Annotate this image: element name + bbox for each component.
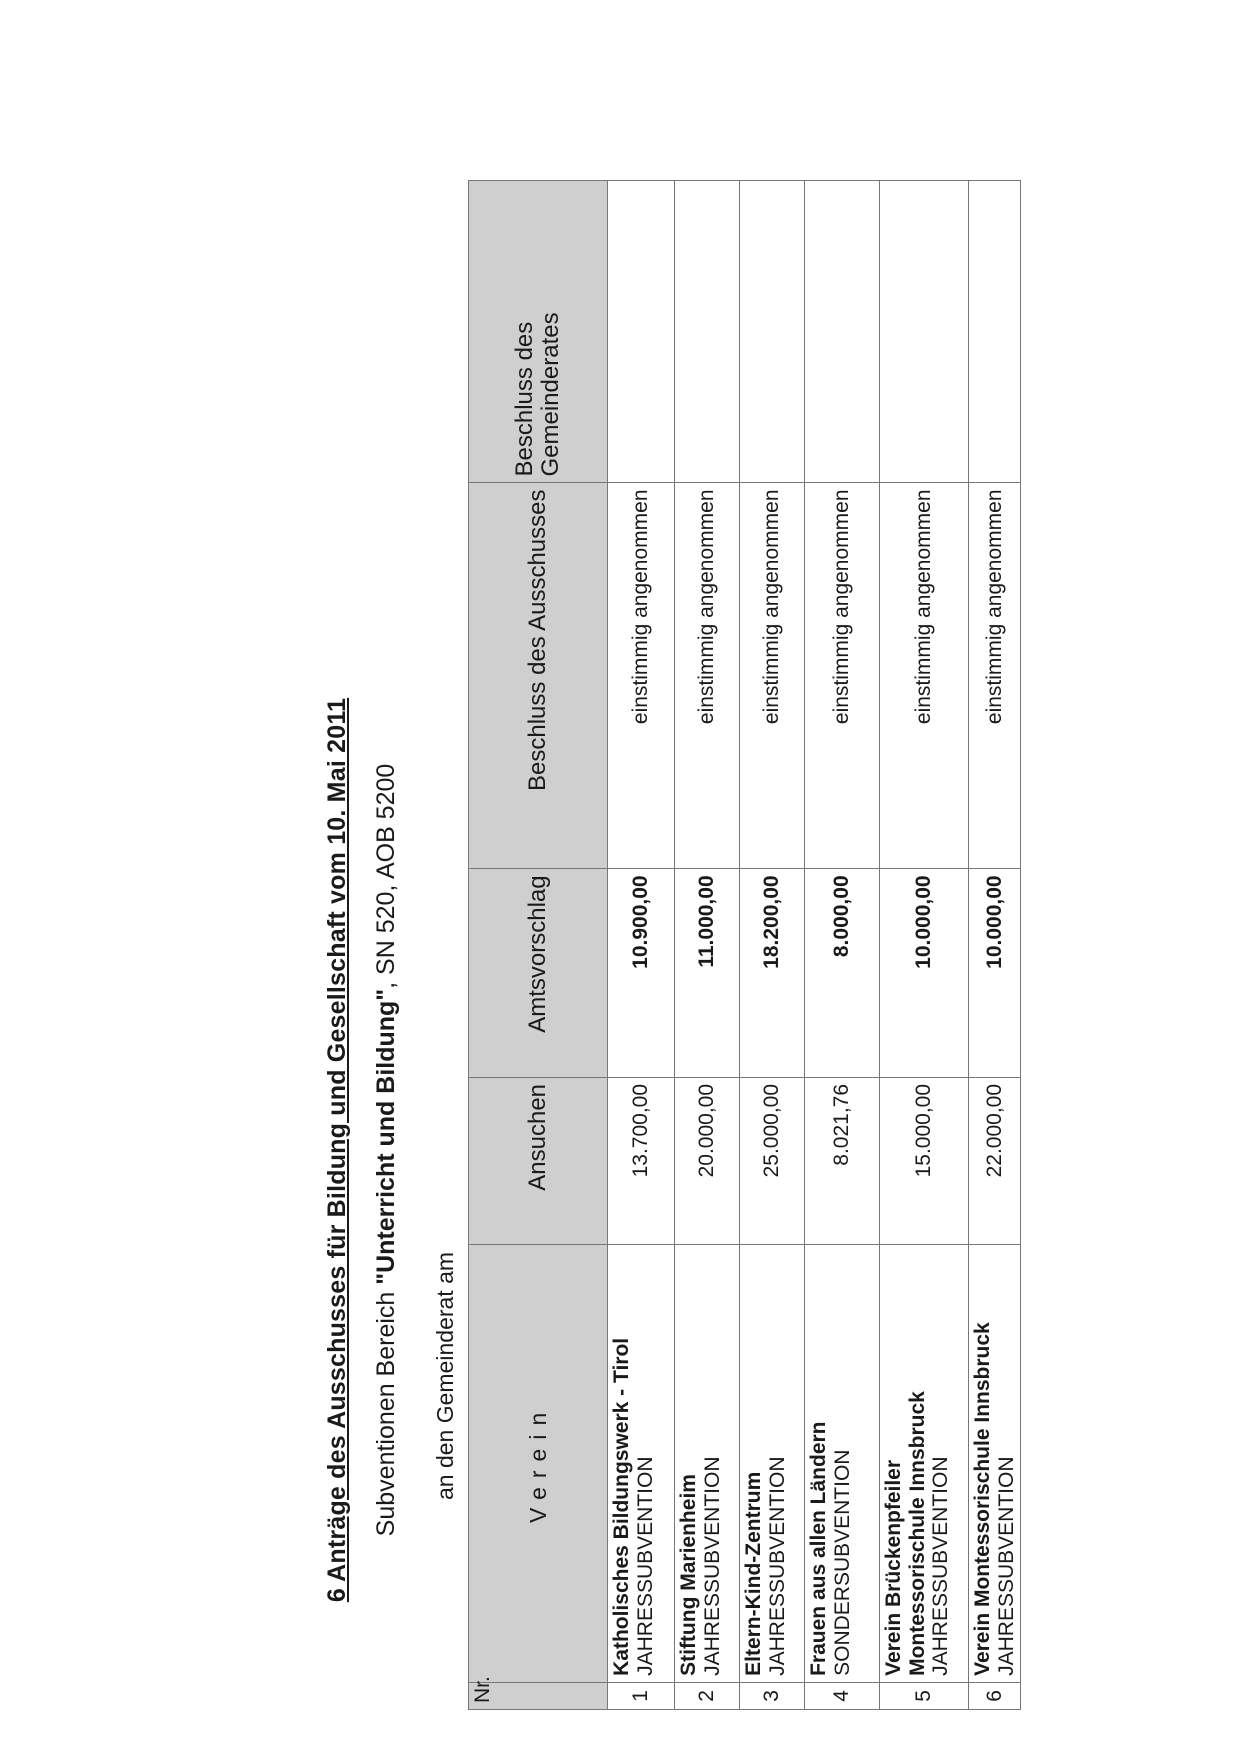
org-name-line2: Montessorischule Innsbruck [905, 1391, 929, 1676]
row-gemeinderat [608, 181, 675, 483]
row-gemeinderat [675, 181, 740, 483]
row-ansuchen: 15.000,00 [880, 1077, 969, 1244]
org-name: Verein Montessorischule Innsbruck [971, 1322, 994, 1676]
row-gemeinderat [880, 181, 969, 483]
row-nr: 3 [740, 1682, 805, 1709]
intro-text: an den Gemeinderat am [432, 1251, 458, 1500]
table-header-row [469, 181, 608, 1710]
subsidy-kind: SONDERSUBVENTION [830, 1449, 854, 1676]
row-ausschuss: einstimmig angenommen [608, 483, 675, 869]
table-row [608, 181, 675, 1710]
row-ausschuss: einstimmig angenommen [969, 483, 1021, 869]
header-ansuchen: Ansuchen [469, 1077, 608, 1244]
row-amtsvorschlag: 11.000,00 [675, 869, 740, 1078]
org-name: Stiftung Marienheim [677, 1474, 700, 1676]
subtitle-area: "Unterricht und Bildung" [372, 988, 400, 1285]
subsidy-kind: JAHRESSUBVENTION [929, 1456, 953, 1676]
org-name: Verein Brückenpfeiler [882, 1459, 905, 1676]
row-ausschuss: einstimmig angenommen [675, 483, 740, 869]
header-gemeinderat-line1: Beschluss des [510, 321, 538, 477]
row-gemeinderat [740, 181, 805, 483]
row-ansuchen: 22.000,00 [969, 1077, 1021, 1244]
page-title: 6 Anträge des Ausschusses für Bildung und Gesellschaft vom 10. Mai 2011 [323, 697, 351, 1603]
row-gemeinderat [805, 181, 880, 483]
table-row [675, 181, 740, 1710]
subsidy-kind: JAHRESSUBVENTION [765, 1456, 789, 1676]
subtitle-prefix: Subventionen Bereich [372, 1284, 400, 1537]
subsidy-kind: JAHRESSUBVENTION [700, 1456, 724, 1676]
subsidy-kind: JAHRESSUBVENTION [633, 1456, 657, 1676]
row-ansuchen: 20.000,00 [675, 1077, 740, 1244]
org-name: Eltern-Kind-Zentrum [742, 1471, 765, 1676]
row-ansuchen: 25.000,00 [740, 1077, 805, 1244]
row-verein [740, 1244, 805, 1682]
org-name: Katholisches Bildungswerk - Tirol [610, 1337, 633, 1676]
table-row [805, 181, 880, 1710]
header-verein: Verein [469, 1244, 608, 1682]
subsidy-table [468, 180, 1021, 1710]
row-nr: 5 [880, 1682, 969, 1709]
row-amtsvorschlag: 8.000,00 [805, 869, 880, 1078]
subtitle [372, 560, 401, 1740]
header-nr: Nr. [469, 1682, 608, 1709]
table-row [969, 181, 1021, 1710]
header-ausschuss: Beschluss des Ausschusses [469, 483, 608, 869]
row-verein [969, 1244, 1021, 1682]
header-gemeinderat [469, 181, 608, 483]
row-gemeinderat [969, 181, 1021, 483]
row-nr: 2 [675, 1682, 740, 1709]
row-ansuchen: 13.700,00 [608, 1077, 675, 1244]
subsidy-kind: JAHRESSUBVENTION [994, 1456, 1018, 1676]
row-ausschuss: einstimmig angenommen [740, 483, 805, 869]
row-verein [608, 1244, 675, 1682]
row-verein [880, 1244, 969, 1682]
row-amtsvorschlag: 10.000,00 [880, 869, 969, 1078]
header-amtsvorschlag: Amtsvorschlag [469, 869, 608, 1078]
rotated-sheet [10, 210, 1060, 1740]
subtitle-suffix: , SN 520, AOB 5200 [372, 763, 400, 989]
table-row [740, 181, 805, 1710]
row-ausschuss: einstimmig angenommen [880, 483, 969, 869]
org-name: Frauen aus allen Ländern [807, 1421, 830, 1676]
row-amtsvorschlag: 18.200,00 [740, 869, 805, 1078]
row-amtsvorschlag: 10.900,00 [608, 869, 675, 1078]
table-row [880, 181, 969, 1710]
row-ausschuss: einstimmig angenommen [805, 483, 880, 869]
row-ansuchen: 8.021,76 [805, 1077, 880, 1244]
row-verein [805, 1244, 880, 1682]
row-nr: 1 [608, 1682, 675, 1709]
row-nr: 4 [805, 1682, 880, 1709]
row-nr: 6 [969, 1682, 1021, 1709]
header-gemeinderat-line2: Gemeinderates [537, 312, 564, 477]
row-amtsvorschlag: 10.000,00 [969, 869, 1021, 1078]
row-verein [675, 1244, 740, 1682]
